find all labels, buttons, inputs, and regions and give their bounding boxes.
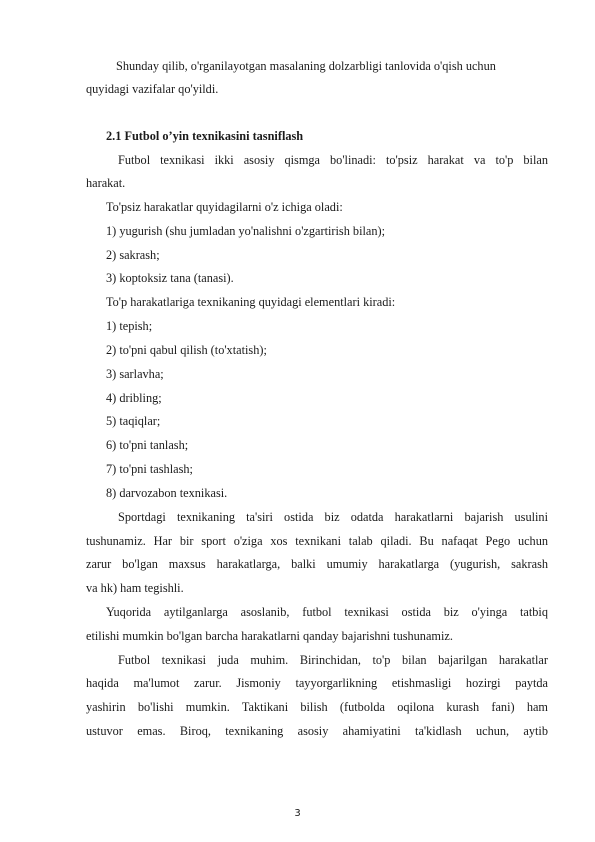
page-number: 3 bbox=[294, 808, 301, 819]
paragraph-1-line-1: Futbol texnikasi ikki asosiy qismga bo'linadi: to'psiz harakat va to'p bilan bbox=[118, 153, 548, 167]
paragraph-2: To'psiz harakatlar quyidagilarni o'z ichiga oladi: bbox=[106, 200, 343, 214]
intro-line-1: Shunday qilib, o'rganilayotgan masalaning dolzarbligi tanlovida o'qish uchun bbox=[116, 59, 496, 73]
paragraph-4-line-4: va hk) ham tegishli. bbox=[86, 581, 184, 595]
list-item: 1) yugurish (shu jumladan yo'nalishni o'zgartirish bilan); bbox=[106, 224, 386, 238]
paragraph-3: To'p harakatlariga texnikaning quyidagi elementlari kiradi: bbox=[106, 295, 396, 309]
paragraph-6-line-2: haqida ma'lumot zarur. Jismoniy tayyorgarlikning etishmasligi hozirgi paytda bbox=[86, 676, 548, 690]
list-item: 3) sarlavha; bbox=[106, 367, 164, 381]
paragraph-4-line-1: Sportdagi texnikaning ta'siri ostida biz odatda harakatlarni bajarish usulini bbox=[118, 510, 548, 524]
list-item: 7) to'pni tashlash; bbox=[106, 462, 193, 476]
section-heading: 2.1 Futbol o’yin texnikasini tasniflash bbox=[106, 129, 304, 143]
paragraph-6-line-1: Futbol texnikasi juda muhim. Birinchidan, to'p bilan bajarilgan harakatlar bbox=[118, 653, 548, 667]
paragraph-4-line-3: zarur bo'lgan maxsus harakatlarga, balki umumiy harakatlarga (yugurish, sakrash bbox=[86, 557, 548, 571]
intro-line-2: quyidagi vazifalar qo'yildi. bbox=[86, 82, 219, 96]
list-item: 6) to'pni tanlash; bbox=[106, 438, 189, 452]
list-item: 8) darvozabon texnikasi. bbox=[106, 486, 228, 500]
paragraph-5-line-2: etilishi mumkin bo'lgan barcha harakatlarni qanday bajarishni tushunamiz. bbox=[86, 629, 453, 643]
paragraph-5-line-1: Yuqorida aytilganlarga asoslanib, futbol texnikasi ostida biz o'yinga tatbiq bbox=[106, 605, 548, 619]
paragraph-6-line-4: ustuvor emas. Biroq, texnikaning asosiy ahamiyatini ta'kidlash uchun, aytib bbox=[86, 724, 548, 738]
list-item: 5) taqiqlar; bbox=[106, 414, 161, 428]
list-item: 2) to'pni qabul qilish (to'xtatish); bbox=[106, 343, 267, 357]
list-item: 3) koptoksiz tana (tanasi). bbox=[106, 271, 234, 285]
list-item: 2) sakrash; bbox=[106, 248, 160, 262]
list-item: 1) tepish; bbox=[106, 319, 153, 333]
paragraph-4-line-2: tushunamiz. Har bir sport o'ziga xos texnikani talab qiladi. Bu nafaqat Pego uchun bbox=[86, 534, 548, 548]
paragraph-1-line-2: harakat. bbox=[86, 176, 126, 190]
paragraph-6-line-3: yashirin bo'lishi mumkin. Taktikani bilish (futbolda oqilona kurash fani) ham bbox=[86, 700, 548, 714]
list-item: 4) dribling; bbox=[106, 391, 162, 405]
